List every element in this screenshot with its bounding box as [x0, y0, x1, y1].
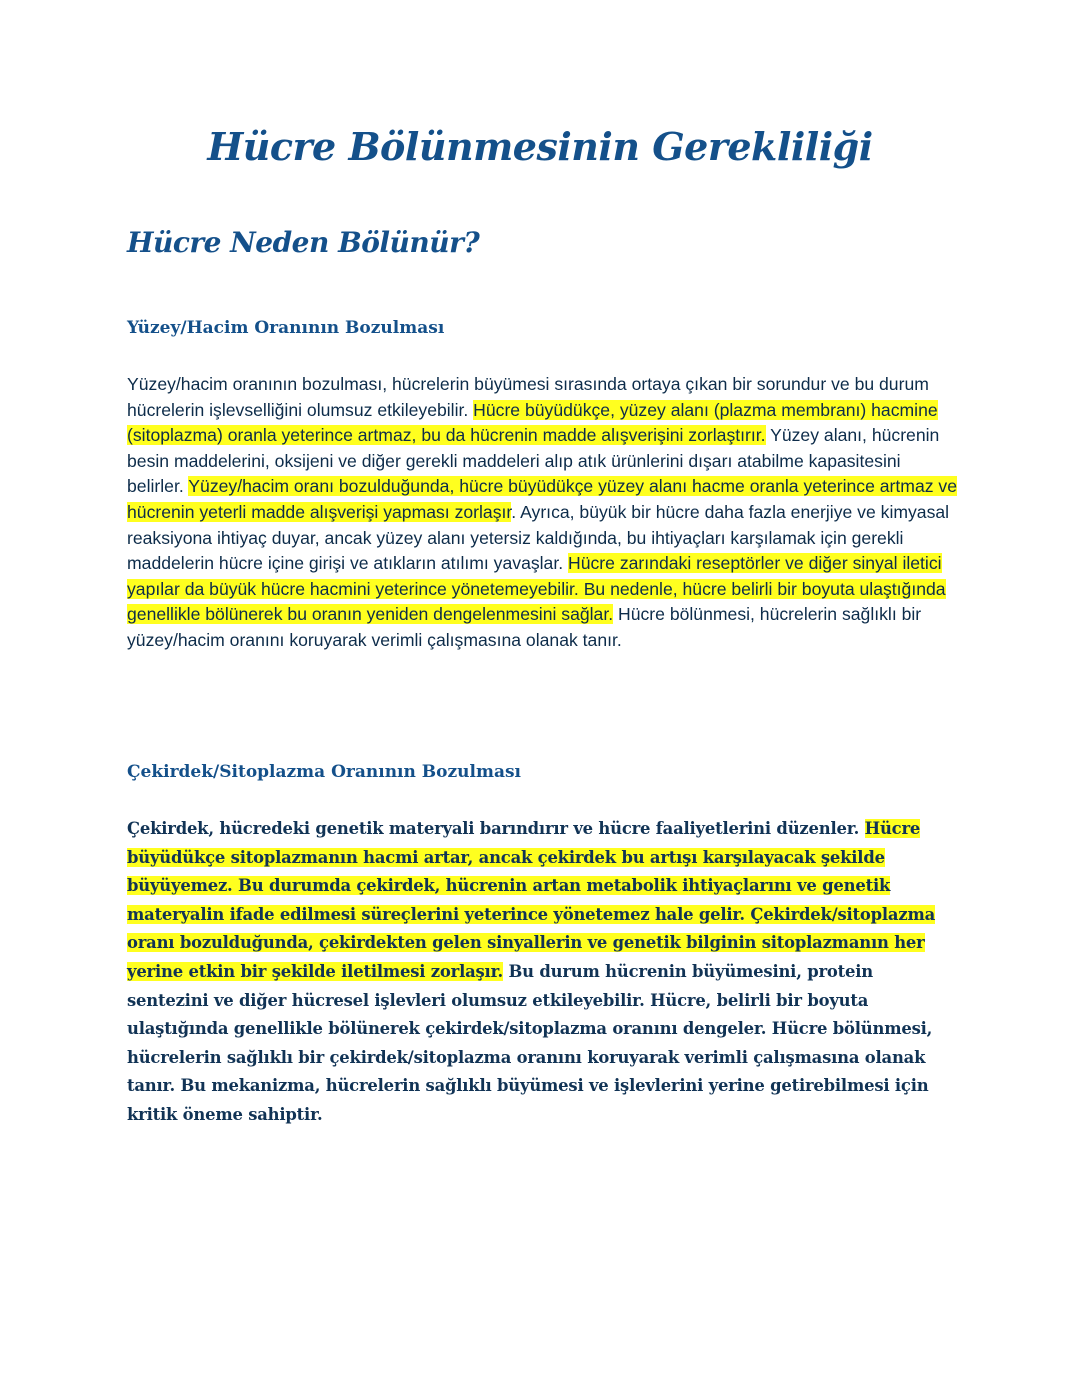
text-segment: Hücre bölünmesi, hücrelerin sağlıklı bir yüzey/hacim oranını koruyarak verimli çalışmasına olanak tanır.	[127, 604, 922, 650]
text-segment: Bu durum hücrenin büyümesini, protein sentezini ve diğer hücresel işlevleri olumsuz etkileyebilir. Hücre, belirli bir boyuta ulaştığında genellikle bölünerek çekirdek/sitoplazma oranını dengeler. Hücre bölünmesi, hücrelerin sağlıklı bir çekirdek/sitoplazma oranını koruyarak verimli çalışmasına olanak tanır. Bu mekanizma, hücrelerin sağlıklı büyümesi ve işlevlerini yerine getirebilmesi için kritik öneme sahiptir.	[127, 961, 933, 1124]
page-title: Hücre Bölünmesinin Gerekliliği	[207, 124, 873, 169]
paragraph-nucleus-cytoplasm	[127, 815, 957, 1130]
text-segment: Çekirdek, hücredeki genetik materyali barındırır ve hücre faaliyetlerini düzenler.	[127, 819, 865, 838]
paragraph-surface-volume	[127, 372, 957, 654]
text-segment: Yüzey alanı, hücrenin besin maddelerini, oksijeni ve diğer gerekli maddeleri alıp atık ürünlerini dışarı atabilme kapasitesini belirler.	[127, 425, 940, 497]
highlighted-text: Yüzey/hacim oranı bozulduğunda, hücre büyüdükçe yüzey alanı hacme oranla yeterince artmaz ve hücrenin yeterli madde alışverişi yapması zorlaşır	[127, 476, 958, 522]
highlighted-text: Hücre büyüdükçe, yüzey alanı (plazma membranı) hacmine (sitoplazma) oranla yeterince artmaz, bu da hücrenin madde alışverişini zorlaştırır.	[127, 399, 938, 446]
subsection-heading-nucleus-cytoplasm: Çekirdek/Sitoplazma Oranının Bozulması	[127, 762, 521, 782]
section-heading: Hücre Neden Bölünür?	[127, 226, 480, 259]
text-segment: Yüzey/hacim oranının bozulması, hücrelerin büyümesi sırasında ortaya çıkan bir sorundur ve bu durum hücrelerin işlevselliğini olumsuz etkileyebilir.	[127, 374, 929, 420]
highlighted-text: Hücre büyüdükçe sitoplazmanın hacmi artar, ancak çekirdek bu artışı karşılayacak şekilde büyüyemez. Bu durumda çekirdek, hücrenin artan metabolik ihtiyaçlarını ve genetik materyalin ifade edilmesi süreçlerini yeterince yönetemez hale gelir. Çekirdek/sitoplazma oranı bozulduğunda, çekirdekten gelen sinyallerin ve genetik bilginin sitoplazmanın her yerine etkin bir şekilde iletilmesi zorlaşır.	[127, 819, 936, 981]
highlighted-text: Hücre zarındaki reseptörler ve diğer sinyal iletici yapılar da büyük hücre hacmini yeterince yönetemeyebilir. Bu nedenle, hücre belirli bir boyuta ulaştığında genellikle bölünerek bu oranın yeniden dengelenmesini sağlar.	[127, 553, 946, 625]
text-segment: . Ayrıca, büyük bir hücre daha fazla enerjiye ve kimyasal reaksiyona ihtiyaç duyar, ancak yüzey alanı yetersiz kaldığında, bu ihtiyaçları karşılamak için gerekli maddelerin hücre içine girişi ve atıkların atılımı yavaşlar.	[127, 501, 950, 574]
subsection-heading-surface-volume: Yüzey/Hacim Oranının Bozulması	[127, 318, 445, 338]
